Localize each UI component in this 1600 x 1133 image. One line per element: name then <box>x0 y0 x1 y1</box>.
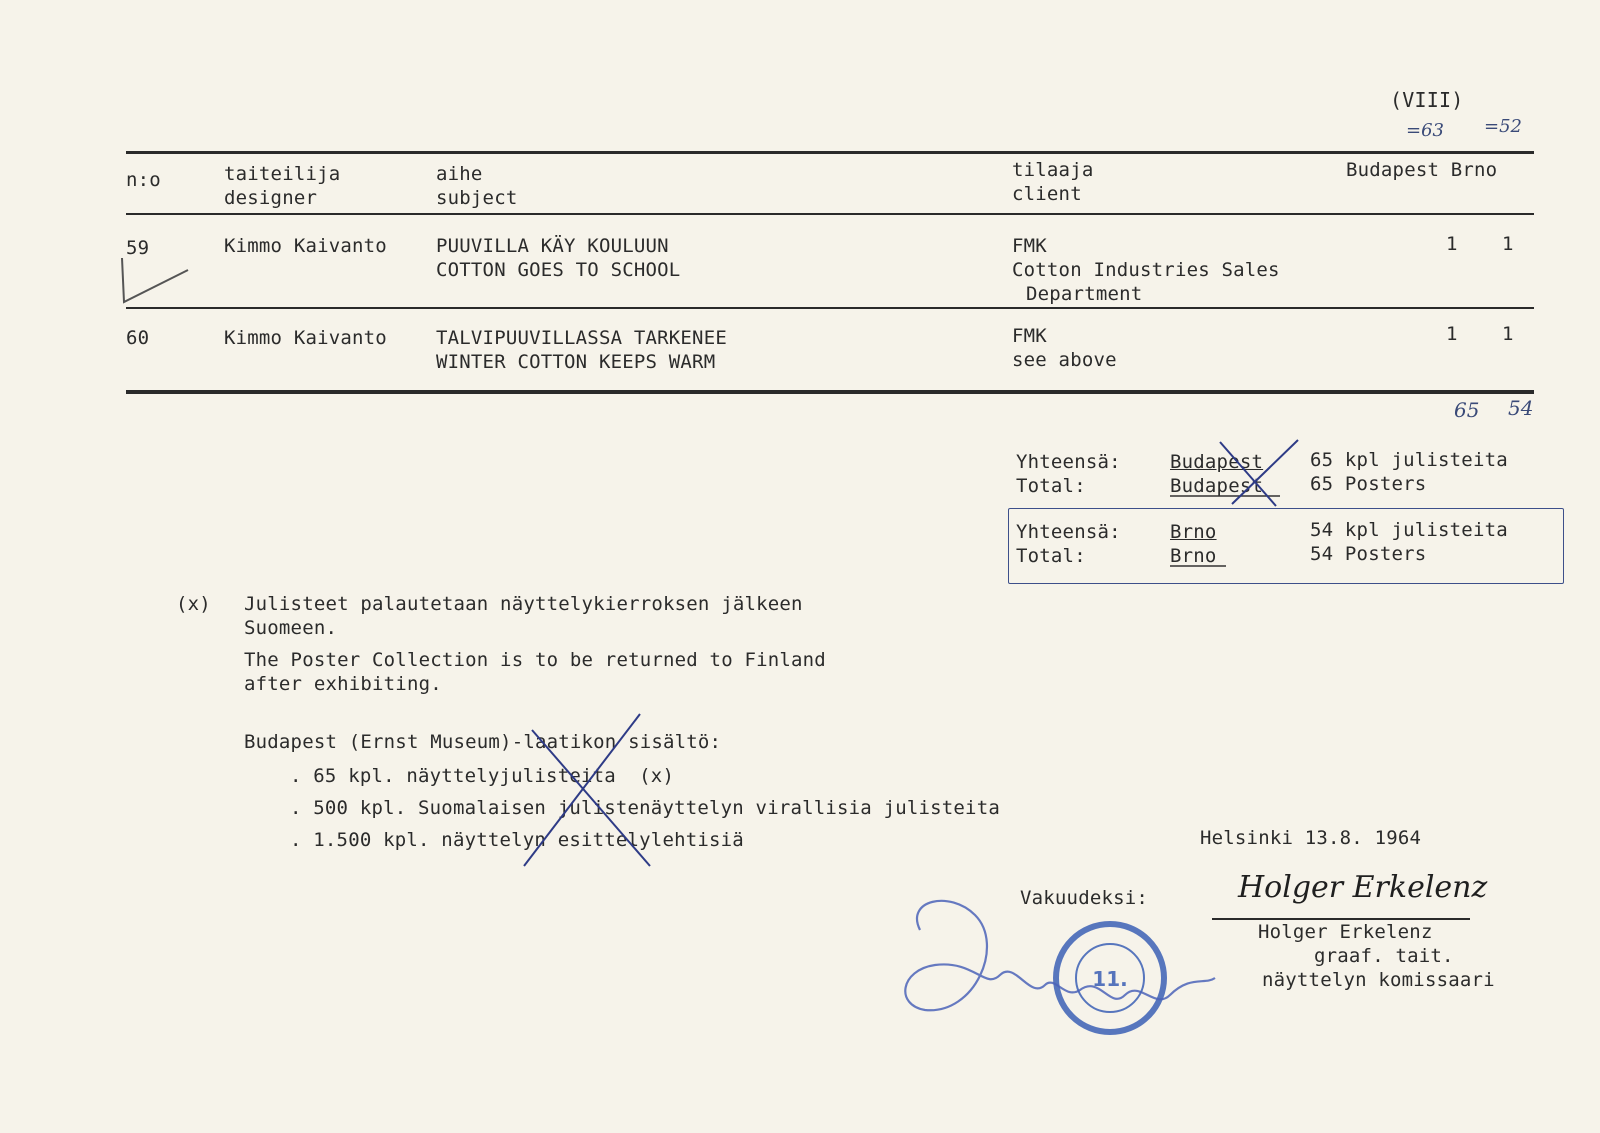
place-date: Helsinki 13.8. 1964 <box>1200 827 1422 849</box>
handwritten-brno-count: =52 <box>1484 116 1522 137</box>
signatory-title: graaf. tait. <box>1314 945 1454 967</box>
total-brno-fi-city: Brno <box>1170 521 1217 543</box>
total-budapest-en-value: 65 Posters <box>1310 473 1427 495</box>
total-brno-fi-label: Yhteensä: <box>1016 521 1121 543</box>
row-budapest-count: 1 <box>1446 233 1458 255</box>
box-contents-item: . 500 kpl. Suomalaisen julistenäyttelyn virallisia julisteita <box>290 797 1000 819</box>
row-client-line1: FMK <box>1012 325 1047 347</box>
total-budapest-fi-label: Yhteensä: <box>1016 451 1121 473</box>
row-designer: Kimmo Kaivanto <box>224 327 387 349</box>
row-designer: Kimmo Kaivanto <box>224 235 387 257</box>
page-number: (VIII) <box>1390 88 1464 112</box>
row-subject-en: WINTER COTTON KEEPS WARM <box>436 351 716 373</box>
note-fi-line2: Suomeen. <box>244 617 338 639</box>
note-marker: (x) <box>176 593 211 615</box>
row-brno-count: 1 <box>1502 233 1514 255</box>
handwritten-signature: Holger Erkelenz <box>1238 870 1488 905</box>
row-client-line1: FMK <box>1012 235 1047 257</box>
total-brno-fi-value: 54 kpl julisteita <box>1310 519 1508 541</box>
note-en-line2: after exhibiting. <box>244 673 442 695</box>
row-subject-fi: TALVIPUUVILLASSA TARKENEE <box>436 327 727 349</box>
header-designer-en: designer <box>224 187 318 209</box>
header-no: n:o <box>126 169 161 191</box>
header-client-en: client <box>1012 183 1082 205</box>
row-client-line2: Cotton Industries Sales <box>1012 259 1280 281</box>
signatory-name: Holger Erkelenz <box>1258 921 1433 943</box>
row-subject-fi: PUUVILLA KÄY KOULUUN <box>436 235 669 257</box>
cross-mark-icon <box>532 730 650 866</box>
total-budapest-fi-city: Budapest <box>1170 451 1264 473</box>
box-contents-item: . 65 kpl. näyttelyjulisteita (x) <box>290 765 675 787</box>
box-contents-item: . 1.500 kpl. näyttelyn esittelylehtisiä <box>290 829 744 851</box>
total-brno-en-city: Brno <box>1170 545 1217 567</box>
row-number: 60 <box>126 327 150 349</box>
handwritten-budapest-total: 65 <box>1454 398 1480 422</box>
handwritten-brno-total: 54 <box>1508 396 1534 420</box>
check-mark-icon <box>122 258 188 302</box>
header-designer-fi: taiteilija <box>224 163 341 185</box>
row-subject-en: COTTON GOES TO SCHOOL <box>436 259 681 281</box>
stamp-icon <box>1056 924 1164 1032</box>
total-budapest-en-label: Total: <box>1016 475 1086 497</box>
total-budapest-en-city: Budapest <box>1170 475 1264 497</box>
row-number: 59 <box>126 237 150 259</box>
note-en-line1: The Poster Collection is to be returned to Finland <box>244 649 826 671</box>
row-budapest-count: 1 <box>1446 323 1458 345</box>
header-counts: Budapest Brno <box>1346 159 1498 181</box>
total-brno-en-value: 54 Posters <box>1310 543 1427 565</box>
signature-label: Vakuudeksi: <box>1020 887 1149 909</box>
row-client-line2: see above <box>1012 349 1117 371</box>
box-contents-title: Budapest (Ernst Museum)-laatikon sisältö: <box>244 731 722 753</box>
header-client-fi: tilaaja <box>1012 159 1094 181</box>
svg-text:11.: 11. <box>1092 967 1128 991</box>
cross-mark-icon <box>524 714 640 866</box>
note-fi-line1: Julisteet palautetaan näyttelykierroksen jälkeen <box>244 593 803 615</box>
row-client-line3: Department <box>1026 283 1143 305</box>
signatory-role: näyttelyn komissaari <box>1262 969 1495 991</box>
header-subject-fi: aihe <box>436 163 483 185</box>
total-budapest-fi-value: 65 kpl julisteita <box>1310 449 1508 471</box>
handwritten-budapest-count: =63 <box>1406 120 1444 141</box>
total-brno-en-label: Total: <box>1016 545 1086 567</box>
header-subject-en: subject <box>436 187 518 209</box>
row-brno-count: 1 <box>1502 323 1514 345</box>
